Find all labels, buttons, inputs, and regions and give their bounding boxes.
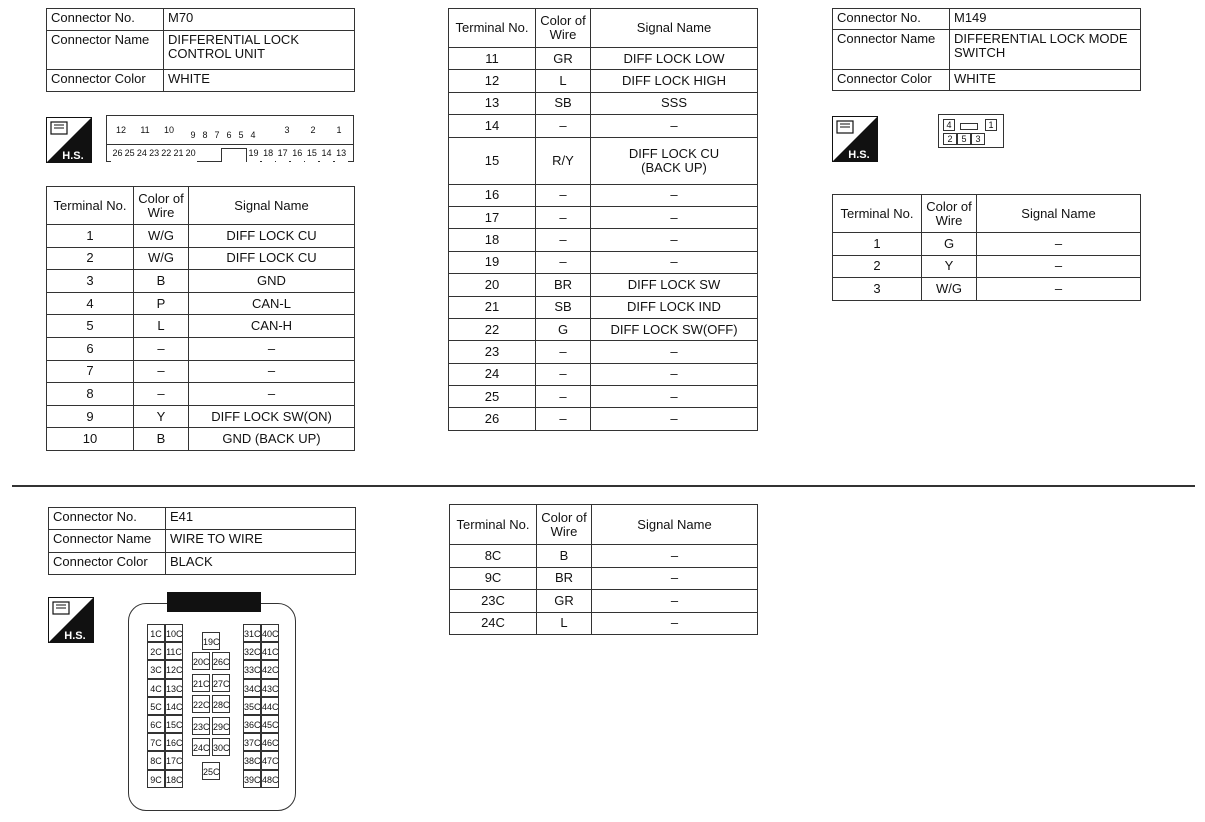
signal-cell: GND (BACK UP) — [189, 428, 355, 451]
table-row — [450, 567, 758, 590]
pin: 12C — [165, 660, 183, 678]
pin: 31C — [243, 624, 261, 642]
wire-color-cell: GR — [536, 48, 591, 70]
pin: 1 — [985, 119, 997, 131]
table-row — [449, 386, 758, 408]
pin: 43C — [261, 679, 279, 697]
terminal-cell: 8C — [450, 545, 537, 568]
wire-color-cell: – — [134, 337, 189, 360]
signal-cell: CAN-L — [189, 292, 355, 315]
terminal-cell: 17 — [449, 206, 536, 228]
pin: 32C — [243, 642, 261, 660]
terminal-header: Terminal No. — [833, 195, 922, 233]
pin: 41C — [261, 642, 279, 660]
table-row — [47, 337, 355, 360]
signal-cell: – — [591, 408, 758, 430]
terminal-cell: 4 — [47, 292, 134, 315]
pin: 16 — [291, 146, 304, 162]
pin: 24C — [192, 738, 210, 756]
pin: 10 — [159, 123, 179, 139]
terminal-cell: 24C — [450, 612, 537, 635]
m149-connector-face — [938, 114, 1004, 148]
pin: 25 — [123, 146, 136, 162]
wire-color-cell: SB — [536, 296, 591, 318]
wire-color-cell: P — [134, 292, 189, 315]
wire-color-cell: W/G — [922, 278, 977, 301]
connector-name-value: DIFFERENTIAL LOCK MODE SWITCH — [950, 30, 1141, 70]
wire-color-cell: BR — [536, 274, 591, 296]
pin: 5C — [147, 697, 165, 715]
pin: 19C — [202, 632, 220, 650]
pin: 35C — [243, 697, 261, 715]
signal-cell: DIFF LOCK CU — [189, 247, 355, 270]
signal-cell: – — [592, 590, 758, 613]
pin: 22C — [192, 695, 210, 713]
terminal-cell: 2 — [47, 247, 134, 270]
connector-no-label: Connector No. — [833, 9, 950, 30]
m70-terminal-table-continued — [448, 8, 758, 431]
connector-color-label: Connector Color — [833, 70, 950, 91]
wire-color-cell: W/G — [134, 225, 189, 248]
pin: 8 — [199, 128, 211, 144]
table-row — [47, 383, 355, 406]
terminal-cell: 23 — [449, 341, 536, 363]
wire-color-cell: B — [537, 545, 592, 568]
pin: 12 — [111, 123, 131, 139]
wire-color-cell: – — [536, 408, 591, 430]
terminal-cell: 19 — [449, 251, 536, 273]
pin: 13 — [335, 146, 348, 162]
connector-color-label: Connector Color — [47, 70, 164, 92]
pin: 5 — [957, 133, 971, 145]
table-row — [833, 278, 1141, 301]
signal-cell: – — [591, 206, 758, 228]
pin: 23C — [192, 717, 210, 735]
wire-color-cell: Y — [134, 405, 189, 428]
wire-color-cell: L — [134, 315, 189, 338]
pin: 15C — [165, 715, 183, 733]
wire-color-cell: L — [536, 70, 591, 92]
m70-connector-face — [106, 115, 354, 162]
m149-connector-info — [832, 8, 1141, 91]
svg-text:H.S.: H.S. — [62, 150, 84, 162]
signal-cell: – — [591, 229, 758, 251]
table-row — [449, 363, 758, 385]
pin: 7C — [147, 733, 165, 751]
pin: 1C — [147, 624, 165, 642]
pin: 20 — [184, 146, 197, 162]
table-row — [47, 405, 355, 428]
pin: 36C — [243, 715, 261, 733]
pin: 11C — [165, 642, 183, 660]
terminal-cell: 5 — [47, 315, 134, 338]
table-row — [449, 70, 758, 92]
table-row — [449, 48, 758, 70]
signal-cell: – — [591, 184, 758, 206]
wire-color-header: Color of Wire — [537, 505, 592, 545]
wire-color-cell: G — [922, 233, 977, 256]
connector-name-label: Connector Name — [49, 530, 166, 553]
pin: 46C — [261, 733, 279, 751]
pin: 4 — [943, 119, 955, 131]
terminal-cell: 3 — [833, 278, 922, 301]
pin: 14 — [320, 146, 333, 162]
signal-cell: – — [189, 383, 355, 406]
wire-color-cell: – — [536, 363, 591, 385]
terminal-cell: 13 — [449, 92, 536, 114]
pin: 2 — [303, 123, 323, 139]
pin: 20C — [192, 652, 210, 670]
wire-color-cell: R/Y — [536, 137, 591, 184]
terminal-cell: 26 — [449, 408, 536, 430]
pin: 23 — [148, 146, 161, 162]
wire-color-cell: L — [537, 612, 592, 635]
wire-color-cell: – — [536, 341, 591, 363]
connector-no-value: M149 — [950, 9, 1141, 30]
m70-connector-info — [46, 8, 355, 92]
table-row — [449, 206, 758, 228]
terminal-cell: 20 — [449, 274, 536, 296]
pin: 21 — [172, 146, 185, 162]
signal-cell: DIFF LOCK SW(OFF) — [591, 318, 758, 340]
terminal-cell: 11 — [449, 48, 536, 70]
pin: 13C — [165, 679, 183, 697]
terminal-cell: 7 — [47, 360, 134, 383]
pin: 39C — [243, 770, 261, 788]
table-row — [449, 296, 758, 318]
signal-cell: – — [189, 337, 355, 360]
pin: 15 — [305, 146, 318, 162]
table-row — [47, 247, 355, 270]
pin: 9 — [187, 128, 199, 144]
terminal-cell: 21 — [449, 296, 536, 318]
pin: 29C — [212, 717, 230, 735]
pin: 1 — [329, 123, 349, 139]
terminal-cell: 1 — [47, 225, 134, 248]
signal-cell: – — [189, 360, 355, 383]
harness-side-icon — [832, 116, 878, 162]
signal-cell: DIFF LOCK CU — [189, 225, 355, 248]
wire-color-cell: B — [134, 428, 189, 451]
table-row — [833, 233, 1141, 256]
harness-side-icon — [48, 597, 94, 643]
wire-color-cell: BR — [537, 567, 592, 590]
wire-color-cell: – — [134, 383, 189, 406]
terminal-cell: 9C — [450, 567, 537, 590]
table-row — [833, 255, 1141, 278]
pin: 21C — [192, 674, 210, 692]
signal-cell: – — [977, 255, 1141, 278]
svg-text:H.S.: H.S. — [848, 149, 870, 161]
wire-color-cell: GR — [537, 590, 592, 613]
pin: 27C — [212, 674, 230, 692]
table-row — [47, 225, 355, 248]
signal-cell: DIFF LOCK SW(ON) — [189, 405, 355, 428]
table-row — [450, 545, 758, 568]
pin: 16C — [165, 733, 183, 751]
wire-color-cell: – — [536, 386, 591, 408]
terminal-cell: 9 — [47, 405, 134, 428]
svg-text:H.S.: H.S. — [64, 630, 86, 642]
pin: 2C — [147, 642, 165, 660]
table-row — [449, 318, 758, 340]
wire-color-header: Color of Wire — [134, 187, 189, 225]
signal-cell: DIFF LOCK LOW — [591, 48, 758, 70]
pin: 47C — [261, 751, 279, 769]
terminal-cell: 3 — [47, 270, 134, 293]
pin: 24 — [135, 146, 148, 162]
signal-header: Signal Name — [189, 187, 355, 225]
terminal-cell: 1 — [833, 233, 922, 256]
wire-color-header: Color of Wire — [536, 9, 591, 48]
table-row — [449, 137, 758, 184]
connector-color-label: Connector Color — [49, 553, 166, 575]
signal-cell: – — [591, 341, 758, 363]
e41-connector-info — [48, 507, 356, 575]
table-row — [47, 292, 355, 315]
terminal-cell: 18 — [449, 229, 536, 251]
pin: 18C — [165, 770, 183, 788]
connector-no-label: Connector No. — [47, 9, 164, 31]
wire-color-cell: – — [134, 360, 189, 383]
section-divider — [12, 485, 1195, 487]
signal-header: Signal Name — [977, 195, 1141, 233]
pin: 9C — [147, 770, 165, 788]
connector-no-value: E41 — [166, 508, 356, 530]
wire-color-cell: SB — [536, 92, 591, 114]
signal-cell: – — [977, 278, 1141, 301]
signal-cell: – — [591, 363, 758, 385]
latch — [960, 123, 978, 130]
connector-no-value: M70 — [164, 9, 355, 31]
pin: 26C — [212, 652, 230, 670]
connector-name-label: Connector Name — [833, 30, 950, 70]
pin: 25C — [202, 762, 220, 780]
pin: 48C — [261, 770, 279, 788]
signal-header: Signal Name — [591, 9, 758, 48]
table-row — [47, 428, 355, 451]
m70-terminal-table — [46, 186, 355, 451]
pin: 14C — [165, 697, 183, 715]
signal-cell: – — [591, 386, 758, 408]
pin: 40C — [261, 624, 279, 642]
pin: 6C — [147, 715, 165, 733]
pin: 38C — [243, 751, 261, 769]
table-row — [449, 92, 758, 114]
table-row — [450, 612, 758, 635]
signal-cell: – — [977, 233, 1141, 256]
pin: 11 — [135, 123, 155, 139]
terminal-cell: 23C — [450, 590, 537, 613]
signal-cell: DIFF LOCK IND — [591, 296, 758, 318]
wire-color-cell: Y — [922, 255, 977, 278]
connector-lock — [167, 592, 261, 612]
connector-name-value: DIFFERENTIAL LOCK CONTROL UNIT — [164, 31, 355, 70]
terminal-header: Terminal No. — [449, 9, 536, 48]
pin: 28C — [212, 695, 230, 713]
signal-cell: – — [591, 251, 758, 273]
connector-name-label: Connector Name — [47, 31, 164, 70]
signal-cell: – — [592, 612, 758, 635]
pin: 4C — [147, 679, 165, 697]
signal-cell: CAN-H — [189, 315, 355, 338]
terminal-cell: 22 — [449, 318, 536, 340]
terminal-header: Terminal No. — [450, 505, 537, 545]
pin: 44C — [261, 697, 279, 715]
signal-cell: DIFF LOCK HIGH — [591, 70, 758, 92]
wire-color-cell: W/G — [134, 247, 189, 270]
table-row — [449, 408, 758, 430]
signal-cell: GND — [189, 270, 355, 293]
pin: 7 — [211, 128, 223, 144]
terminal-cell: 14 — [449, 115, 536, 137]
pin: 17 — [276, 146, 289, 162]
wire-color-cell: – — [536, 206, 591, 228]
terminal-cell: 24 — [449, 363, 536, 385]
wire-color-cell: – — [536, 251, 591, 273]
e41-connector-face — [128, 603, 296, 811]
wire-color-cell: B — [134, 270, 189, 293]
signal-cell: DIFF LOCK CU (BACK UP) — [591, 137, 758, 184]
connector-color-value: BLACK — [166, 553, 356, 575]
table-row — [450, 590, 758, 613]
terminal-cell: 16 — [449, 184, 536, 206]
pin: 3C — [147, 660, 165, 678]
terminal-cell: 15 — [449, 137, 536, 184]
signal-cell: SSS — [591, 92, 758, 114]
pin: 22 — [160, 146, 173, 162]
signal-header: Signal Name — [592, 505, 758, 545]
wire-color-cell: – — [536, 184, 591, 206]
signal-cell: – — [592, 567, 758, 590]
pin: 3 — [277, 123, 297, 139]
wire-color-cell: – — [536, 115, 591, 137]
signal-cell: DIFF LOCK SW — [591, 274, 758, 296]
table-row — [449, 341, 758, 363]
pin: 34C — [243, 679, 261, 697]
wire-color-header: Color of Wire — [922, 195, 977, 233]
terminal-cell: 2 — [833, 255, 922, 278]
terminal-cell: 10 — [47, 428, 134, 451]
terminal-cell: 12 — [449, 70, 536, 92]
table-row — [449, 184, 758, 206]
wire-color-cell: G — [536, 318, 591, 340]
table-row — [47, 360, 355, 383]
m149-terminal-table — [832, 194, 1141, 301]
harness-side-icon — [46, 117, 92, 163]
key-notch — [221, 148, 247, 162]
connector-color-value: WHITE — [950, 70, 1141, 91]
table-row — [449, 229, 758, 251]
signal-cell: – — [591, 115, 758, 137]
terminal-cell: 8 — [47, 383, 134, 406]
pin: 37C — [243, 733, 261, 751]
pin: 26 — [111, 146, 124, 162]
connector-no-label: Connector No. — [49, 508, 166, 530]
table-row — [449, 251, 758, 273]
pin: 17C — [165, 751, 183, 769]
pin: 30C — [212, 738, 230, 756]
pin: 10C — [165, 624, 183, 642]
pin: 4 — [247, 128, 259, 144]
pin: 33C — [243, 660, 261, 678]
table-row — [47, 315, 355, 338]
terminal-cell: 6 — [47, 337, 134, 360]
pin: 8C — [147, 751, 165, 769]
table-row — [449, 115, 758, 137]
e41-terminal-table — [449, 504, 758, 635]
wire-color-cell: – — [536, 229, 591, 251]
pin: 42C — [261, 660, 279, 678]
pin: 6 — [223, 128, 235, 144]
pin: 5 — [235, 128, 247, 144]
terminal-header: Terminal No. — [47, 187, 134, 225]
pin: 18 — [262, 146, 275, 162]
table-row — [449, 274, 758, 296]
terminal-cell: 25 — [449, 386, 536, 408]
table-row — [47, 270, 355, 293]
row-divider — [107, 144, 353, 145]
pin: 19 — [247, 146, 260, 162]
pin: 45C — [261, 715, 279, 733]
connector-name-value: WIRE TO WIRE — [166, 530, 356, 553]
connector-color-value: WHITE — [164, 70, 355, 92]
pin: 2 — [943, 133, 957, 145]
pin: 3 — [971, 133, 985, 145]
signal-cell: – — [592, 545, 758, 568]
